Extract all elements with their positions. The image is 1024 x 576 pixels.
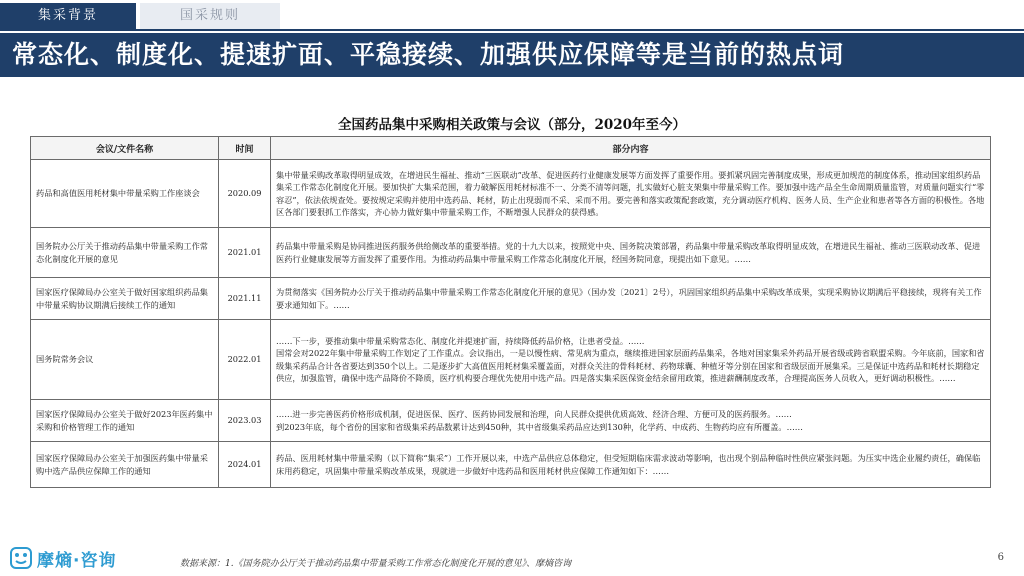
document-name: 国家医疗保障局办公室关于做好2023年医药集中采购和价格管理工作的通知 bbox=[31, 400, 219, 442]
document-time: 2022.01 bbox=[219, 320, 271, 400]
table-row bbox=[31, 160, 991, 228]
document-time: 2023.03 bbox=[219, 400, 271, 442]
document-time: 2021.11 bbox=[219, 278, 271, 320]
document-content: ……进一步完善医药价格形成机制，促进医保、医疗、医药协同发展和治理，向人民群众提供优质高效、经济合理、方便可及的医药服务。…… 到2023年底，每个省份的国家和省级集采药品数累计达到450种，其中省级集采药品应达到130种，化学药、中成药、生物药均应有所覆盖。…… bbox=[271, 400, 991, 442]
document-content: 药品、医用耗材集中带量采购（以下简称“集采”）工作开展以来，中选产品供应总体稳定，但受短期临床需求波动等影响，也出现个别品种临时性供应紧张问题。为压实中选企业履约责任，确保临床用药稳定，巩固集中带量采购改革成果，现就进一步做好中选药品和医用耗材供应保障工作通知如下：…… bbox=[271, 442, 991, 488]
table-row bbox=[31, 320, 991, 400]
top-tabs bbox=[0, 0, 1024, 30]
document-content: 集中带量采购改革取得明显成效，在增进民生福祉、推动“三医联动”改革、促进医药行业健康发展等方面发挥了重要作用。要抓紧巩固完善制度成果，形成更加规范的制度体系，推动国家组织药品集采工作常态化制度化开展。要加快扩大集采范围，着力破解医用耗材标准不一、分类不清等问题，扎实做好心脏支架集中带量采购工作。要加强中选产品全生命周期质量监管，对质量问题实行“零容忍”，依法依规查处。要按规定采购并使用中选药品、耗材，防止出现弱而不采、采而不用。要完善和落实政策配套政策，充分调动医疗机构、医务人员、生产企业和患者等各方面的积极性。各地区各部门要狠抓工作落实，齐心协力做好集中带量采购工作，不断增强人民群众的获得感。 bbox=[271, 160, 991, 228]
header-time: 时间 bbox=[219, 137, 271, 160]
policy-table bbox=[30, 136, 991, 488]
table-row bbox=[31, 442, 991, 488]
document-name: 药品和高值医用耗材集中带量采购工作座谈会 bbox=[31, 160, 219, 228]
document-name: 国家医疗保障局办公室关于做好国家组织药品集中带量采购协议期满后接续工作的通知 bbox=[31, 278, 219, 320]
page-title: 常态化、制度化、提速扩面、平稳接续、加强供应保障等是当前的热点词 bbox=[12, 40, 845, 69]
table-row bbox=[31, 278, 991, 320]
tab-divider bbox=[0, 29, 1024, 31]
data-source-note: 数据来源：1.《国务院办公厅关于推动药品集中带量采购工作常态化制度化开展的意见》、摩熵咨询 bbox=[180, 559, 572, 569]
tab-procurement-background[interactable]: 集采背景 bbox=[0, 3, 136, 29]
document-content: 药品集中带量采购是协同推进医药服务供给侧改革的重要举措。党的十九大以来，按照党中央、国务院决策部署，药品集中带量采购改革取得明显成效，在增进民生福祉、推动三医联动改革、促进医药行业健康发展等方面发挥了重要作用。为推动药品集中带量采购工作常态化制度化开展，经国务院同意，现提出如下意见。…… bbox=[271, 228, 991, 278]
brand-logo bbox=[10, 546, 116, 570]
tab-national-rules[interactable]: 国采规则 bbox=[140, 3, 280, 29]
table-title: 全国药品集中采购相关政策与会议（部分，2020年至今） bbox=[337, 117, 687, 133]
document-name: 国家医疗保障局办公室关于加强医药集中带量采购中选产品供应保障工作的通知 bbox=[31, 442, 219, 488]
document-time: 2024.01 bbox=[219, 442, 271, 488]
document-name: 国务院常务会议 bbox=[31, 320, 219, 400]
document-content: ……下一步，要推动集中带量采购常态化、制度化并提速扩面，持续降低药品价格，让患者受益。…… 国常会对2022年集中带量采购工作划定了工作重点。会议指出，一是以慢性病、常见病为重点，继续推进国家层面药品集采，各地对国家集采外药品开展省级或跨省联盟采购。今年底前，国家和省级集采药品合计各省要达到350个以上。二是逐步扩大高值医用耗材集采覆盖面，对群众关注的骨科耗材、药物球囊、种植牙等分别在国家和省级层面开展集采。三是保证中选药品和耗材长期稳定供应，加强监管，确保中选产品降价不降质，医疗机构要合理优先使用中选产品。四是落实集采医保资金结余留用政策，推进薪酬制度改革，合理提高医务人员收入，更好调动积极性。…… bbox=[271, 320, 991, 400]
table-row bbox=[31, 228, 991, 278]
document-time: 2021.01 bbox=[219, 228, 271, 278]
header-content: 部分内容 bbox=[271, 137, 991, 160]
document-content: 为贯彻落实《国务院办公厅关于推动药品集中带量采购工作常态化制度化开展的意见》（国办发〔2021〕2号），巩固国家组织药品集中采购改革成果，实现采购协议期满后平稳接续，现将有关工作要求通知如下。…… bbox=[271, 278, 991, 320]
moshang-logo-icon bbox=[10, 547, 32, 569]
header-document-name: 会议/文件名称 bbox=[31, 137, 219, 160]
document-time: 2020.09 bbox=[219, 160, 271, 228]
table-header-row bbox=[31, 137, 991, 160]
document-name: 国务院办公厅关于推动药品集中带量采购工作常态化制度化开展的意见 bbox=[31, 228, 219, 278]
table-row bbox=[31, 400, 991, 442]
brand-name: 摩熵·咨询 bbox=[37, 550, 117, 571]
title-banner bbox=[0, 33, 1024, 77]
page-number: 6 bbox=[997, 552, 1004, 563]
